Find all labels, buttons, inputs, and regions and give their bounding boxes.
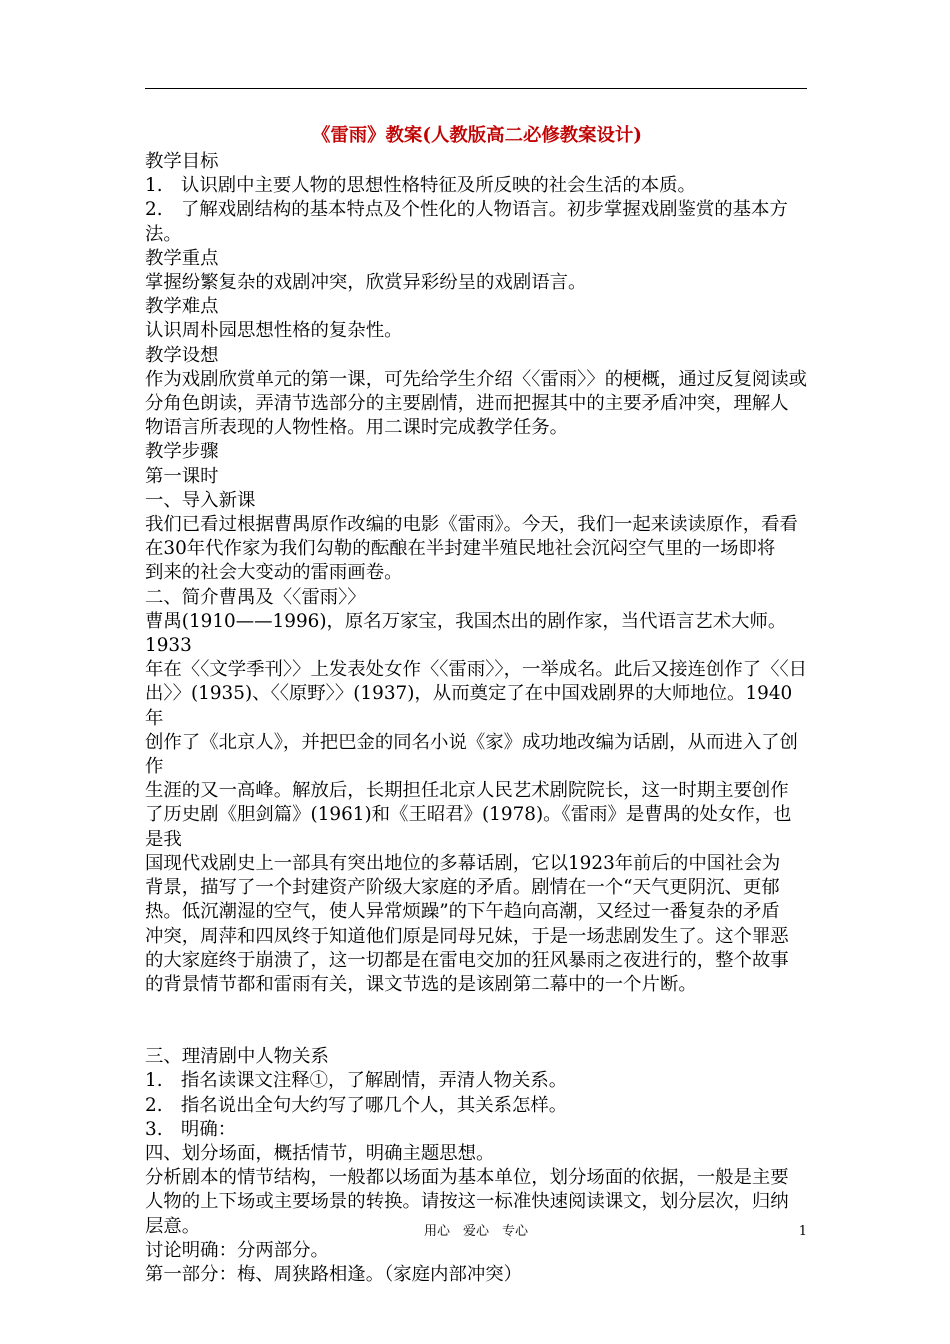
- paragraph-line: 生涯的又一高峰。解放后，长期担任北京人民艺术剧院院长，这一时期主要创作: [145, 780, 789, 802]
- section-heading: 教学目标: [145, 151, 219, 172]
- paragraph-line: 的大家庭终于崩溃了，这一切都是在雷电交加的狂风暴雨之夜进行的，整个故事: [145, 949, 789, 971]
- paragraph-line: 热。低沉潮湿的空气，使人异常烦躁”的下午趋向高潮，又经过一番复杂的矛盾: [145, 901, 780, 923]
- paragraph-line: 创作了《北京人》，并把巴金的同名小说《家》成功地改编为话剧，从而进入了创作: [145, 731, 798, 778]
- paragraph-line: 国现代戏剧史上一部具有突出地位的多幕话剧，它以1923年前后的中国社会为: [145, 852, 781, 874]
- section-heading: 三、理清剧中人物关系: [145, 1046, 329, 1068]
- paragraph-line: 作为戏剧欣赏单元的第一课，可先给学生介绍〈〈雷雨〉〉的梗概，通过反复阅读或: [145, 368, 808, 390]
- paragraph-line: 物语言所表现的人物性格。用二课时完成教学任务。: [145, 417, 568, 439]
- header-rule: [145, 88, 807, 89]
- paragraph-line: 分角色朗读，弄清节选部分的主要剧情，进而把握其中的主要矛盾冲突，理解人: [145, 393, 789, 415]
- section-heading: 教学步骤: [145, 441, 219, 463]
- paragraph-line: 层意。: [145, 1215, 201, 1237]
- section-heading: 二、简介曹禺及〈〈雷雨〉〉: [145, 586, 366, 608]
- paragraph-line: 冲突，周萍和四凤终于知道他们原是同母兄妹，于是一场悲剧发生了。这个罪恶: [145, 925, 789, 947]
- section-heading: 教学重点: [145, 247, 219, 269]
- paragraph-line: 到来的社会大变动的雷雨画卷。: [145, 562, 403, 584]
- paragraph-line: 了历史剧《胆剑篇》(1961)和《王昭君》(1978)。《雷雨》是曹禺的处女作，也是我: [145, 804, 792, 850]
- paragraph-line: 第一部分：梅、周狭路相逢。（家庭内部冲突）: [145, 1263, 523, 1285]
- paragraph-line: 的背景情节都和雷雨有关，课文节选的是该剧第二幕中的一个片断。: [145, 973, 697, 995]
- paragraph-line: 出〉〉(1935)、〈〈原野〉〉(1937)，从而奠定了在中国戏剧界的大师地位。1940年: [145, 683, 793, 729]
- paragraph-line: 曹禺(1910——1996)，原名万家宝，我国杰出的剧作家，当代语言艺术大师。1933: [145, 610, 787, 657]
- paragraph-line: 我们已看过根据曹禺原作改编的电影《雷雨》。今天，我们一起来读读原作，看看: [145, 514, 798, 536]
- list-item: 3. 明确：: [145, 1118, 237, 1140]
- spacer: [145, 997, 809, 1045]
- list-item: 1. 指名读课文注释①，了解剧情，弄清人物关系。: [145, 1070, 568, 1092]
- list-item: 2. 指名说出全句大约写了哪几个人，其关系怎样。: [145, 1094, 568, 1116]
- document-body: [145, 122, 809, 1287]
- paragraph-line: 分析剧本的情节结构，一般都以场面为基本单位，划分场面的依据，一般是主要: [145, 1167, 789, 1189]
- footer-motto: 用心 爱心 专心: [423, 1224, 528, 1239]
- paragraph-line: 掌握纷繁复杂的戏剧冲突，欣赏异彩纷呈的戏剧语言。: [145, 272, 587, 294]
- section-heading: 教学难点: [145, 296, 219, 318]
- section-heading: 一、导入新课: [145, 489, 256, 511]
- paragraph-line: 法。: [145, 223, 182, 245]
- paragraph-line: 认识周朴园思想性格的复杂性。: [145, 320, 403, 342]
- page-number: 1: [798, 1224, 807, 1239]
- section-heading: 教学设想: [145, 344, 219, 366]
- paragraph-line: 人物的上下场或主要场景的转换。请按这一标准快速阅读课文，划分层次，归纳: [145, 1191, 789, 1213]
- document-title: 《雷雨》教案(人教版高二必修教案设计): [311, 125, 643, 146]
- list-item: 1. 认识剧中主要人物的思想性格特征及所反映的社会生活的本质。: [145, 175, 696, 197]
- section-heading: 第一课时: [145, 465, 219, 487]
- paragraph-line: 在30年代作家为我们勾勒的酝酿在半封建半殖民地社会沉闷空气里的一场即将: [145, 538, 776, 560]
- paragraph-line: 讨论明确：分两部分。: [145, 1239, 329, 1261]
- paragraph-line: 年在〈〈文学季刊〉〉上发表处女作〈〈雷雨〉〉，一举成名。此后又接连创作了〈〈日: [145, 659, 808, 681]
- paragraph-line: 背景，描写了一个封建资产阶级大家庭的矛盾。剧情在一个“天气更阴沉、更郁: [145, 877, 780, 899]
- section-heading: 四、划分场面，概括情节，明确主题思想。: [145, 1142, 495, 1164]
- list-item: 2. 了解戏剧结构的基本特点及个性化的人物语言。初步掌握戏剧鉴赏的基本方: [145, 199, 788, 221]
